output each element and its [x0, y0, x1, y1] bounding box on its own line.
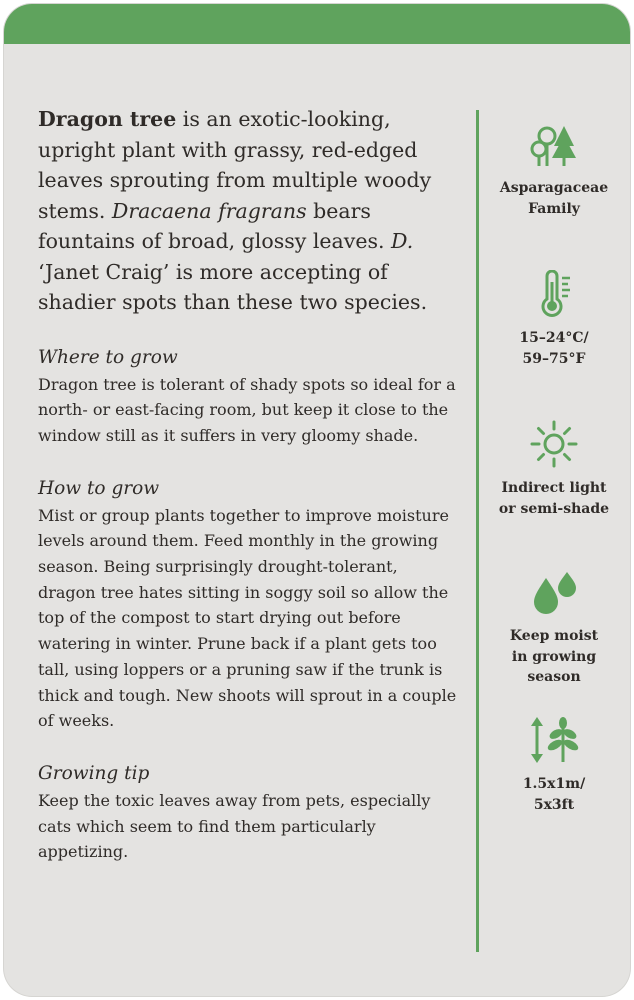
- thermometer-icon: [534, 270, 574, 318]
- family-line-2: Family: [528, 200, 580, 217]
- intro-text-b: bears fountains of broad, glossy leaves.: [38, 198, 392, 253]
- intro-paragraph: [38, 104, 458, 318]
- header-band: [4, 4, 630, 44]
- sidebar-temperature: [480, 270, 628, 369]
- section-body: Mist or group plants together to improve moisture levels around them. Feed monthly in the growing season. Being surprisingly drought-tolerant, dragon tree hates sitting in soggy soil so allow the top of the compost to start drying out before watering in winter. Prune back if a plant gets too tall, using loppers or a pruning saw if the trunk is thick and tough. New shoots will sprout in a couple of weeks.: [38, 505, 457, 731]
- size-metric: 1.5x1m/: [522, 776, 586, 792]
- temp-fahrenheit: 59–75°F: [522, 350, 586, 367]
- main-content: [38, 104, 458, 865]
- section-body: Keep the toxic leaves away from pets, especially cats which seem to find them particularly appetizing.: [38, 790, 431, 862]
- plant-name: Dragon tree: [38, 107, 177, 131]
- family-line-1: Asparagaceae: [499, 180, 609, 196]
- water-line-1: Keep moist: [509, 628, 599, 644]
- section-where-to-grow: [38, 346, 458, 449]
- plant-card: [4, 4, 630, 996]
- temp-celsius: 15–24°C/: [519, 330, 589, 346]
- light-line-1: Indirect light: [501, 480, 607, 496]
- section-heading: Where to grow: [38, 346, 178, 368]
- intro-text-c: ‘Janet Craig’ is more accepting of shadier spots than these two species.: [38, 259, 428, 314]
- sidebar-size: [480, 716, 628, 815]
- genus-abbrev: D.: [391, 229, 414, 253]
- species-name: Dracaena fragrans: [111, 198, 307, 223]
- section-body: Dragon tree is tolerant of shady spots so ideal for a north- or east-facing room, but keep it close to the window still as it suffers in very gloomy shade.: [38, 374, 456, 445]
- section-growing-tip: [38, 762, 458, 865]
- size-imperial: 5x3ft: [533, 796, 575, 813]
- sidebar-family: [480, 122, 628, 219]
- column-divider: [476, 110, 479, 952]
- sidebar-light: [480, 420, 628, 519]
- sidebar-water: [480, 570, 628, 688]
- sun-icon: [530, 420, 578, 468]
- section-heading: Growing tip: [38, 762, 150, 784]
- water-drops-icon: [528, 570, 580, 616]
- section-heading: How to grow: [38, 477, 160, 499]
- intro-text-a: is an exotic-looking, upright plant with grassy, red-edged leaves sprouting from multiple woody stems.: [38, 107, 432, 223]
- tree-family-icon: [528, 122, 580, 168]
- water-line-3: season: [527, 669, 581, 685]
- light-line-2: or semi-shade: [498, 500, 610, 517]
- plant-size-icon: [527, 716, 581, 764]
- water-line-2: in growing: [511, 648, 597, 665]
- section-how-to-grow: [38, 477, 458, 734]
